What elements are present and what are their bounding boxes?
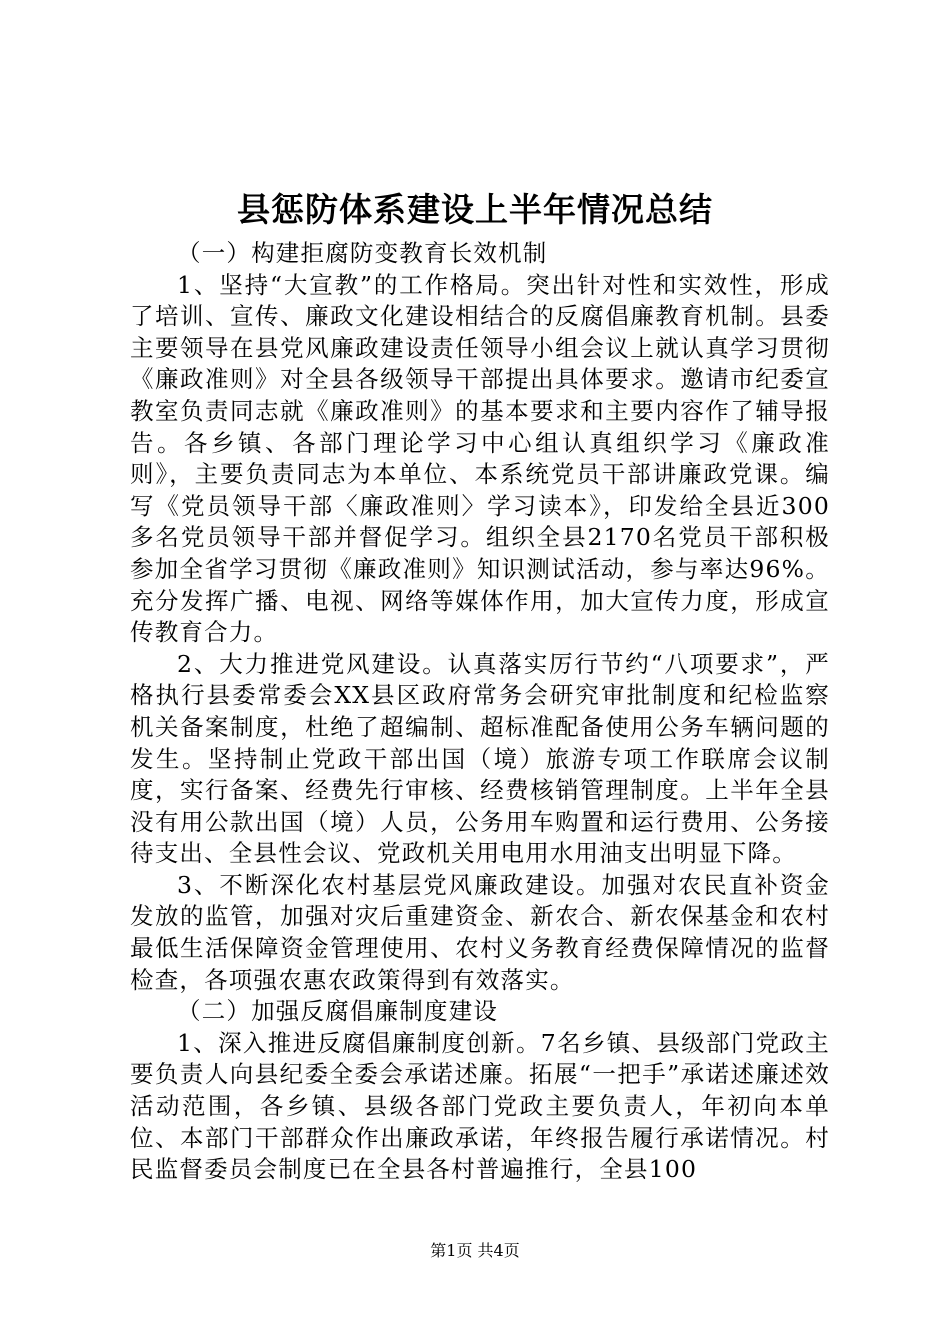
document-body bbox=[130, 238, 830, 1186]
paragraph: 1、坚持“大宣教”的工作格局。突出针对性和实效性，形成了培训、宣传、廉政文化建设相结合的反腐倡廉教育机制。县委主要领导在县党风廉政建设责任领导小组会议上就认真学习贯彻《廉政准则》对全县各级领导干部提出具体要求。邀请市纪委宣教室负责同志就《廉政准则》的基本要求和主要内容作了辅导报告。各乡镇、各部门理论学习中心组认真组织学习《廉政准则》，主要负责同志为本单位、本系统党员干部讲廉政党课。编写《党员领导干部〈廉政准则〉学习读本》，印发给全县近300多名党员领导干部并督促学习。组织全县2170名党员干部积极参加全省学习贯彻《廉政准则》知识测试活动，参与率达96%。充分发挥广播、电视、网络等媒体作用，加大宣传力度，形成宣传教育合力。 bbox=[130, 270, 830, 647]
paragraph: 1、深入推进反腐倡廉制度创新。7名乡镇、县级部门党政主要负责人向县纪委全委会承诺述廉。拓展“一把手”承诺述廉述效活动范围，各乡镇、县级各部门党政主要负责人，年初向本单位、本部门干部群众作出廉政承诺，年终报告履行承诺情况。村民监督委员会制度已在全县各村普遍推行，全县100 bbox=[130, 1028, 830, 1184]
paragraph: 3、不断深化农村基层党风廉政建设。加强对农民直补资金发放的监管，加强对灾后重建资金、新农合、新农保基金和农村最低生活保障资金管理使用、农村义务教育经费保障情况的监督检查，各项强农惠农政策得到有效落实。 bbox=[130, 870, 830, 994]
section-heading-1: （一）构建拒腐防变教育长效机制 bbox=[177, 239, 548, 267]
document-title: 县惩防体系建设上半年情况总结 bbox=[237, 190, 713, 229]
section-heading-2: （二）加强反腐倡廉制度建设 bbox=[177, 997, 499, 1026]
paragraph: 2、大力推进党风建设。认真落实厉行节约“八项要求”，严格执行县委常委会XX县区政府常务会研究审批制度和纪检监察机关备案制度，杜绝了超编制、超标准配备使用公务车辆问题的发生。坚持制止党政干部出国（境）旅游专项工作联席会议制度，实行备案、经费先行审核、经费核销管理制度。上半年全县没有用公款出国（境）人员，公务用车购置和运行费用、公务接待支出、全县性会议、党政机关用电用水用油支出明显下降。 bbox=[130, 649, 830, 868]
page-footer: 第1页 共4页 bbox=[430, 1241, 520, 1260]
